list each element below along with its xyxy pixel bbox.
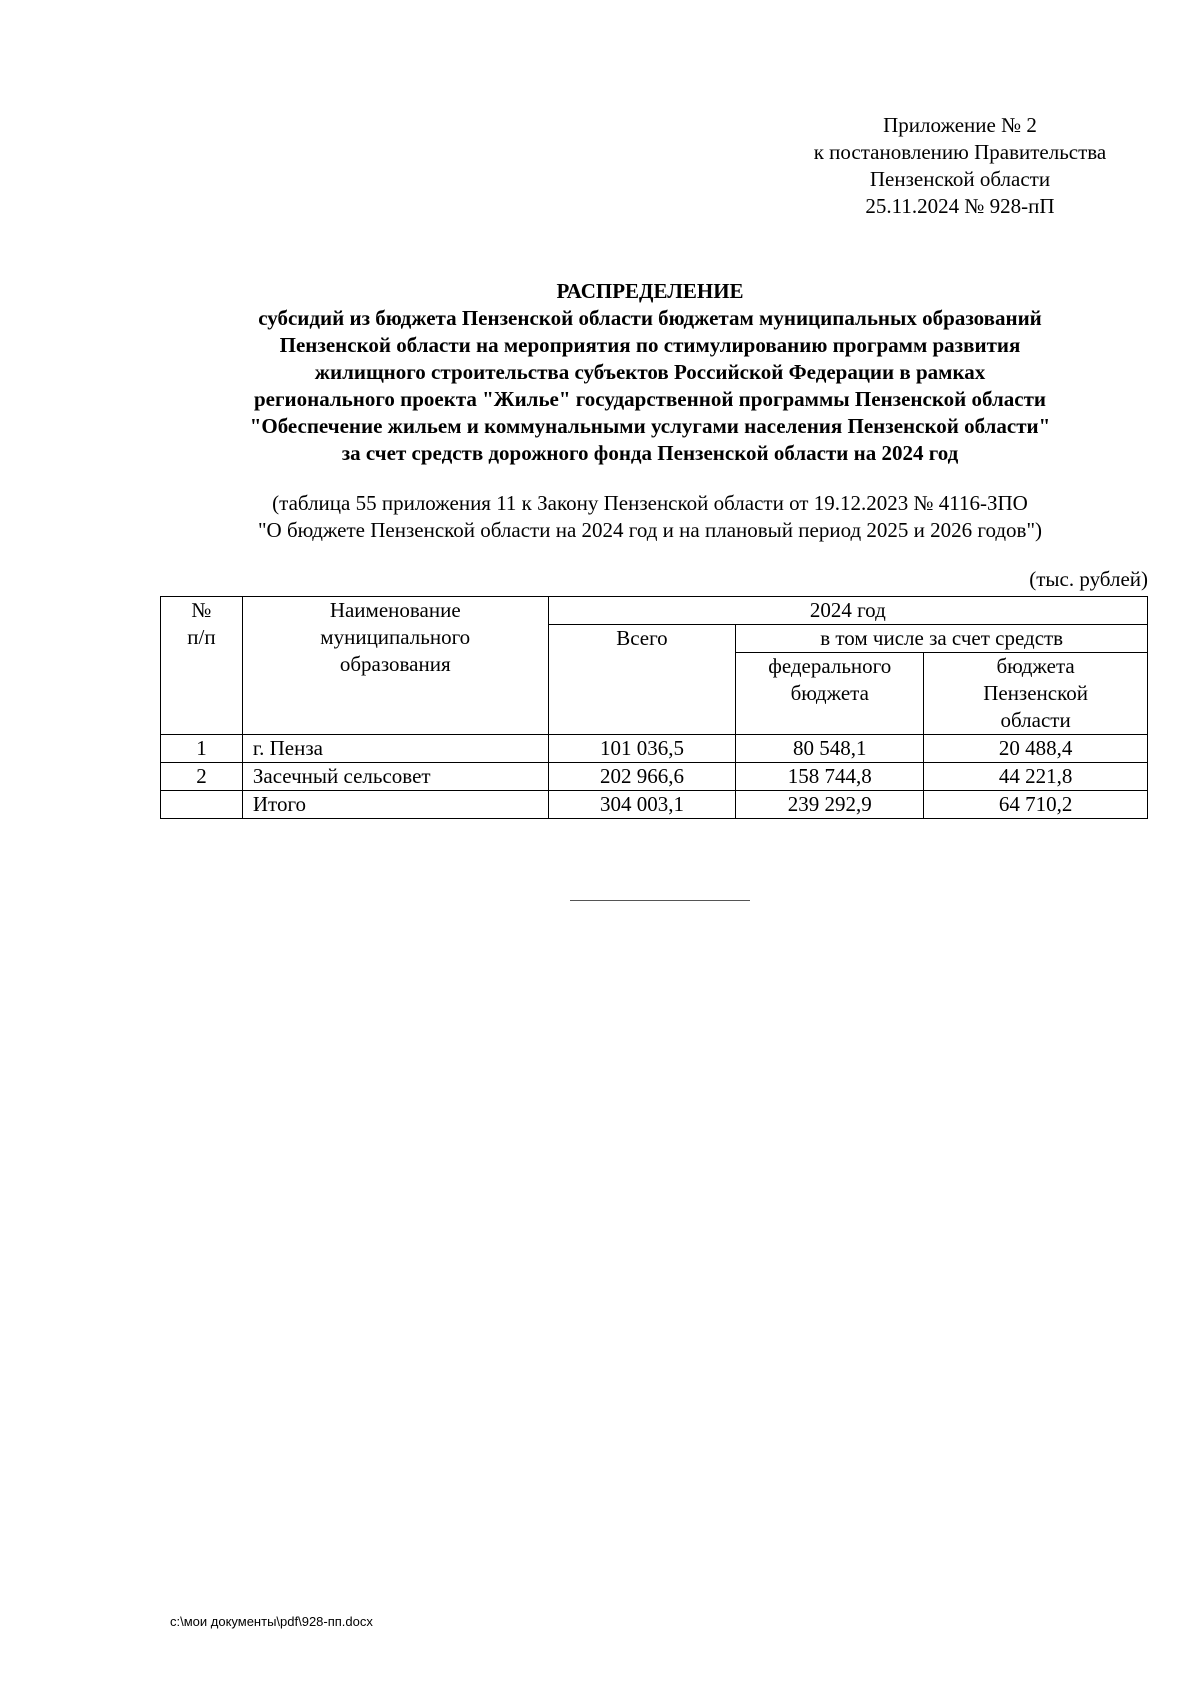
row-num: 2 bbox=[161, 763, 243, 791]
appendix-line: 25.11.2024 № 928-пП bbox=[865, 194, 1055, 218]
title-line: за счет средств дорожного фонда Пензенской области на 2024 год bbox=[341, 441, 959, 465]
row-total: 304 003,1 bbox=[548, 791, 736, 819]
row-regional: 64 710,2 bbox=[924, 791, 1148, 819]
source-line: (таблица 55 приложения 11 к Закону Пензенской области от 19.12.2023 № 4116-ЗПО bbox=[272, 491, 1028, 515]
row-federal: 239 292,9 bbox=[736, 791, 924, 819]
header-federal: федерального бюджета bbox=[736, 653, 924, 735]
title-line: жилищного строительства субъектов Российской Федерации в рамках bbox=[314, 360, 986, 384]
row-num bbox=[161, 791, 243, 819]
appendix-line: Приложение № 2 bbox=[883, 113, 1037, 137]
row-num: 1 bbox=[161, 735, 243, 763]
source-reference bbox=[150, 490, 1150, 544]
row-total: 101 036,5 bbox=[548, 735, 736, 763]
header-name: Наименование муниципального образования bbox=[242, 597, 548, 735]
appendix-line: к постановлению Правительства bbox=[813, 140, 1107, 164]
title-line: "Обеспечение жильем и коммунальными услугами населения Пензенской области" bbox=[249, 414, 1051, 438]
row-name: Итого bbox=[242, 791, 548, 819]
title-heading: РАСПРЕДЕЛЕНИЕ bbox=[556, 279, 744, 303]
appendix-block bbox=[790, 112, 1130, 220]
table-header-row bbox=[161, 597, 1148, 625]
table-row bbox=[161, 735, 1148, 763]
source-line: "О бюджете Пензенской области на 2024 год и на плановый период 2025 и 2026 годов") bbox=[257, 518, 1043, 542]
title-line: регионального проекта "Жилье" государственной программы Пензенской области bbox=[253, 387, 1047, 411]
row-federal: 158 744,8 bbox=[736, 763, 924, 791]
document-title bbox=[150, 278, 1150, 467]
table-total-row bbox=[161, 791, 1148, 819]
row-regional: 20 488,4 bbox=[924, 735, 1148, 763]
units-label: (тыс. рублей) bbox=[1029, 567, 1148, 591]
closing-divider bbox=[570, 900, 750, 901]
header-regional: бюджета Пензенской области bbox=[924, 653, 1148, 735]
table-row bbox=[161, 763, 1148, 791]
row-federal: 80 548,1 bbox=[736, 735, 924, 763]
row-regional: 44 221,8 bbox=[924, 763, 1148, 791]
title-line: субсидий из бюджета Пензенской области бюджетам муниципальных образований bbox=[258, 306, 1042, 330]
row-total: 202 966,6 bbox=[548, 763, 736, 791]
distribution-table bbox=[160, 596, 1148, 819]
header-including: в том числе за счет средств bbox=[736, 625, 1148, 653]
row-name: Засечный сельсовет bbox=[242, 763, 548, 791]
file-path-footer: c:\мои документы\pdf\928-пп.docx bbox=[170, 1614, 373, 1629]
header-total: Всего bbox=[548, 625, 736, 735]
header-num: № п/п bbox=[161, 597, 243, 735]
row-name: г. Пенза bbox=[242, 735, 548, 763]
title-line: Пензенской области на мероприятия по стимулированию программ развития bbox=[279, 333, 1021, 357]
header-year: 2024 год bbox=[548, 597, 1147, 625]
appendix-line: Пензенской области bbox=[869, 167, 1051, 191]
